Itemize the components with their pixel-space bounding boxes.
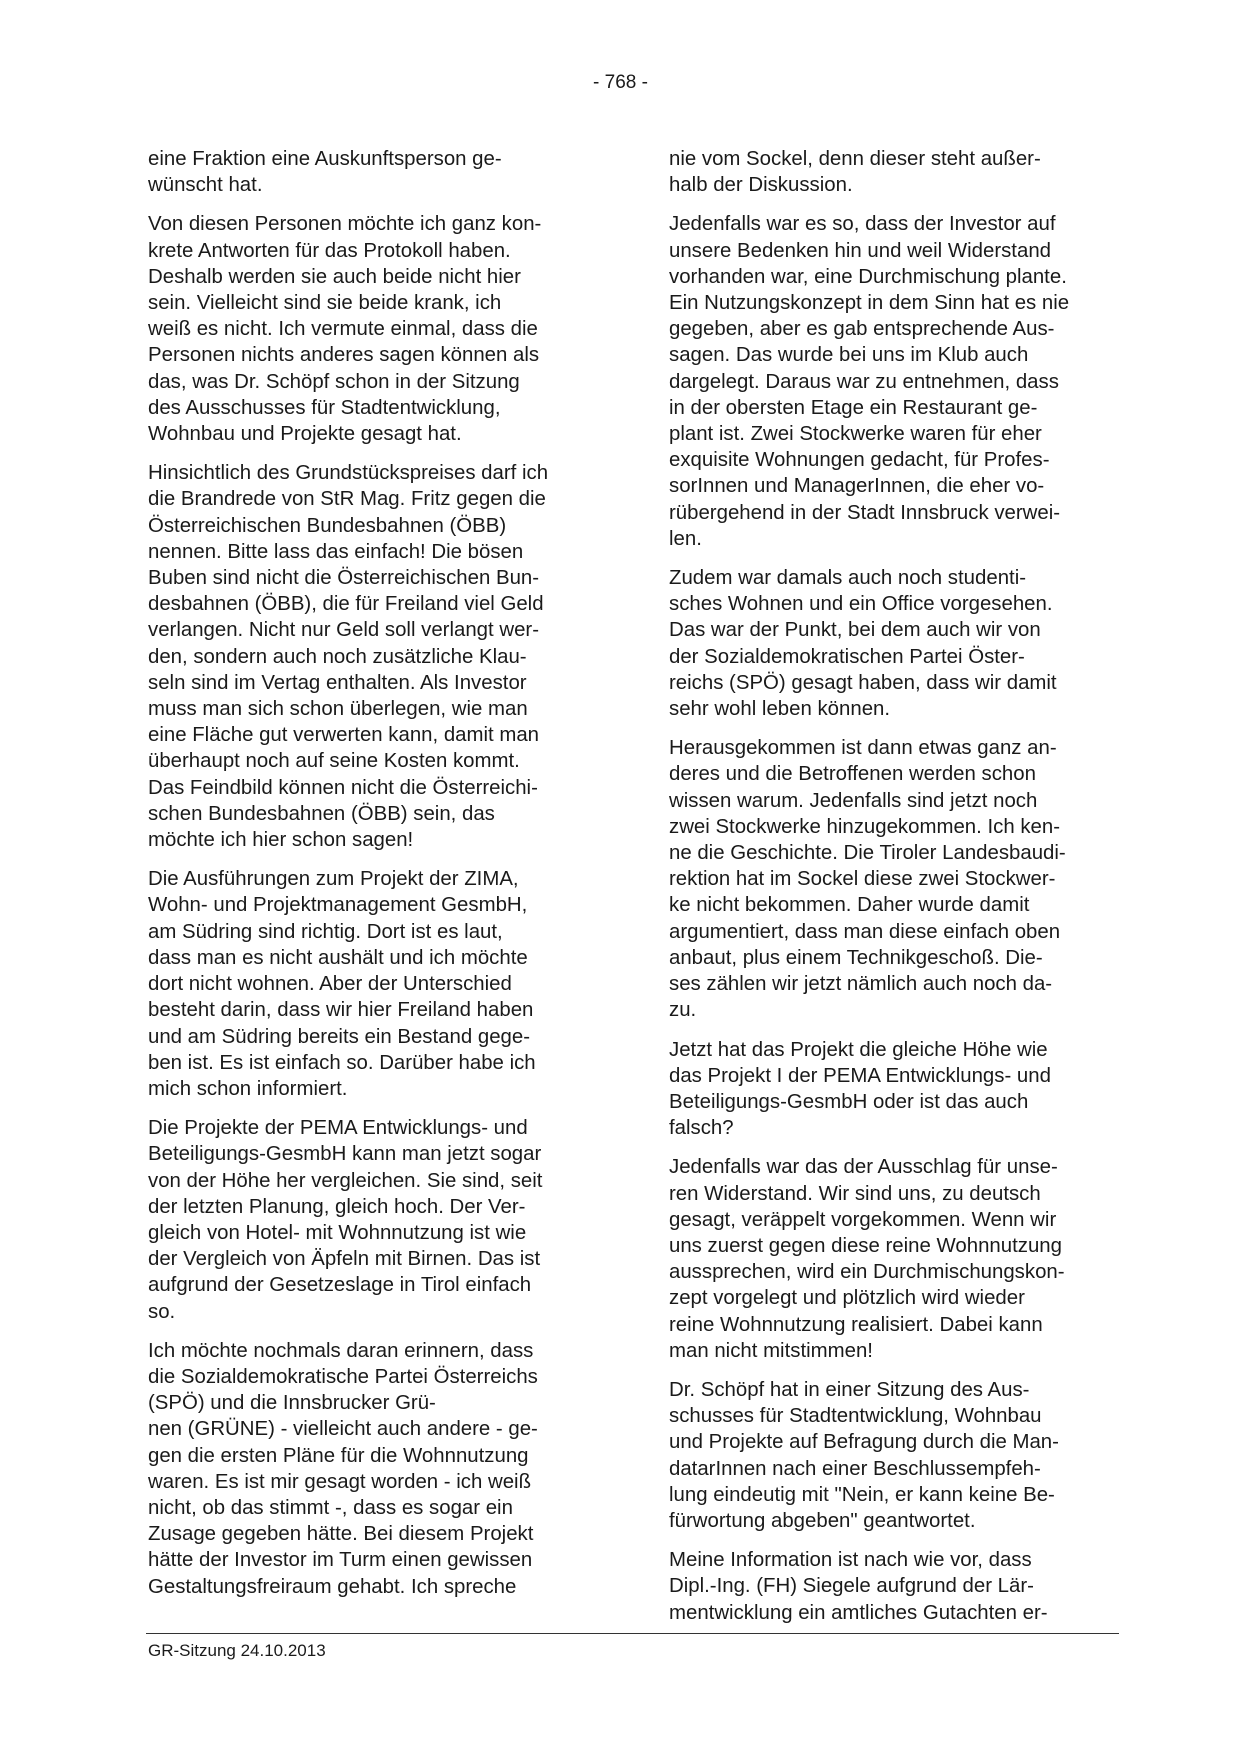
paragraph [148, 211, 593, 447]
text-line: Zudem war damals auch noch studenti- [669, 567, 1027, 590]
text-line: dass man es nicht aushält und ich möchte [148, 946, 528, 969]
text-line: überhaupt noch auf seine Kosten kommt. [148, 750, 520, 773]
text-line: ke nicht bekommen. Daher wurde damit [669, 894, 1030, 917]
text-line: von der Höhe her vergleichen. Sie sind, seit [148, 1169, 543, 1192]
paragraph [669, 735, 1114, 1023]
footer-divider [146, 1633, 1119, 1634]
text-line: ne die Geschichte. Die Tiroler Landesbaudi- [669, 842, 1066, 865]
text-line: Jedenfalls war es so, dass der Investor auf [669, 213, 1056, 236]
text-line: len. [669, 527, 702, 550]
text-line: nie vom Sockel, denn dieser steht außer- [669, 148, 1041, 170]
text-line: Die Projekte der PEMA Entwicklungs- und [148, 1117, 528, 1140]
text-line: datarInnen nach einer Beschlussempfeh- [669, 1457, 1041, 1480]
text-line: am Südring sind richtig. Dort ist es laut, [148, 920, 503, 943]
paragraph [148, 146, 593, 198]
text-line: das, was Dr. Schöpf schon in der Sitzung [148, 370, 520, 393]
text-line: sorInnen und ManagerInnen, die eher vo- [669, 475, 1045, 498]
text-line: Dipl.-Ing. (FH) Siegele aufgrund der Lär- [669, 1575, 1034, 1598]
page-number: - 768 - [593, 72, 648, 93]
paragraph [148, 1338, 593, 1600]
text-line: gegeben, aber es gab entsprechende Aus- [669, 318, 1055, 341]
paragraph [148, 1115, 593, 1325]
paragraph [669, 1154, 1114, 1364]
text-line: möchte ich hier schon sagen! [148, 829, 414, 852]
text-line: Jedenfalls war das der Ausschlag für unse- [669, 1156, 1058, 1179]
text-line: sches Wohnen und ein Office vorgesehen. [669, 593, 1053, 616]
text-line: deres und die Betroffenen werden schon [669, 763, 1036, 786]
text-line: seln sind im Vertag enthalten. Als Investor [148, 671, 527, 694]
text-line: Ich möchte nochmals daran erinnern, dass [148, 1339, 534, 1362]
text-line: nennen. Bitte lass das einfach! Die bösen [148, 540, 524, 563]
text-line: Wohn- und Projektmanagement GesmbH, [148, 894, 528, 917]
text-line: Wohnbau und Projekte gesagt hat. [148, 423, 462, 446]
text-line: Beteiligungs-GesmbH oder ist das auch [669, 1090, 1029, 1113]
text-line: gesagt, veräppelt vorgekommen. Wenn wir [669, 1208, 1057, 1231]
text-line: Buben sind nicht die Österreichischen Bun- [148, 567, 540, 590]
text-line: den, sondern auch noch zusätzliche Klau- [148, 645, 527, 668]
text-line: zept vorgelegt und plötzlich wird wieder [669, 1287, 1025, 1310]
text-line: nen (GRÜNE) - vielleicht auch andere - ge- [148, 1418, 538, 1441]
text-line: man nicht mitstimmen! [669, 1339, 873, 1362]
left-column [148, 146, 593, 1613]
text-line: desbahnen (ÖBB), die für Freiland viel Geld [148, 593, 544, 616]
text-line: dort nicht wohnen. Aber der Unterschied [148, 973, 512, 996]
text-line: der Sozialdemokratischen Partei Öster- [669, 645, 1025, 668]
text-line: gleich von Hotel- mit Wohnnutzung ist wie [148, 1221, 527, 1244]
text-line: Hinsichtlich des Grundstückspreises darf ich [148, 462, 549, 485]
text-line: exquisite Wohnungen gedacht, für Profes- [669, 449, 1050, 472]
text-line: ben ist. Es ist einfach so. Darüber habe ich [148, 1051, 536, 1074]
text-line: eine Fraktion eine Auskunftsperson ge- [148, 148, 502, 170]
text-line: Dr. Schöpf hat in einer Sitzung des Aus- [669, 1378, 1030, 1401]
text-line: plant ist. Zwei Stockwerke waren für eher [669, 423, 1042, 446]
text-line: aufgrund der Gesetzeslage in Tirol einfach [148, 1274, 532, 1297]
footer-session-date: GR-Sitzung 24.10.2013 [148, 1641, 326, 1660]
text-line: argumentiert, dass man diese einfach oben [669, 920, 1061, 943]
text-line: Personen nichts anderes sagen können als [148, 344, 540, 367]
text-line: fürwortung abgeben" geantwortet. [669, 1509, 976, 1532]
text-line: des Ausschusses für Stadtentwicklung, [148, 396, 501, 419]
text-line: die Sozialdemokratische Partei Österreichs [148, 1365, 538, 1388]
text-line: nicht, ob das stimmt -, dass es sogar ein [148, 1496, 513, 1519]
text-line: und am Südring bereits ein Bestand gege- [148, 1025, 531, 1048]
text-line: gen die ersten Pläne für die Wohnnutzung [148, 1444, 529, 1467]
text-line: halb der Diskussion. [669, 174, 853, 197]
text-line: sein. Vielleicht sind sie beide krank, ich [148, 292, 502, 315]
text-line: hätte der Investor im Turm einen gewissen [148, 1549, 533, 1572]
paragraph [669, 565, 1114, 722]
text-line: der Vergleich von Äpfeln mit Birnen. Das ist [148, 1248, 541, 1271]
text-line: das Projekt I der PEMA Entwicklungs- und [669, 1064, 1051, 1087]
right-column [669, 146, 1114, 1639]
text-line: sehr wohl leben können. [669, 698, 891, 721]
text-line: besteht darin, dass wir hier Freiland haben [148, 999, 534, 1022]
text-line: unsere Bedenken hin und weil Widerstand [669, 239, 1051, 262]
paragraph [669, 1037, 1114, 1142]
paragraph [669, 211, 1114, 552]
text-line: Beteiligungs-GesmbH kann man jetzt sogar [148, 1143, 542, 1166]
text-line: rübergehend in der Stadt Innsbruck verwei- [669, 501, 1061, 524]
text-line: mich schon informiert. [148, 1077, 348, 1100]
text-line: in der obersten Etage ein Restaurant ge- [669, 396, 1038, 419]
text-line: uns zuerst gegen diese reine Wohnnutzung [669, 1234, 1062, 1257]
text-line: falsch? [669, 1117, 734, 1140]
paragraph [669, 146, 1114, 198]
text-line: Herausgekommen ist dann etwas ganz an- [669, 737, 1057, 760]
text-line: wünscht hat. [148, 174, 263, 197]
text-line: waren. Es ist mir gesagt worden - ich weiß [148, 1470, 532, 1493]
text-line: ses zählen wir jetzt nämlich auch noch da- [669, 973, 1053, 996]
text-line: vorhanden war, eine Durchmischung plante. [669, 265, 1067, 288]
text-line: (SPÖ) und die Innsbrucker Grü- [148, 1392, 436, 1415]
text-line: krete Antworten für das Protokoll haben. [148, 239, 511, 262]
paragraph [148, 866, 593, 1102]
text-line: eine Fläche gut verwerten kann, damit man [148, 724, 540, 747]
text-line: dargelegt. Daraus war zu entnehmen, dass [669, 370, 1059, 393]
text-line: reichs (SPÖ) gesagt haben, dass wir damit [669, 671, 1057, 694]
text-line: mentwicklung ein amtliches Gutachten er- [669, 1601, 1048, 1624]
text-line: wissen warum. Jedenfalls sind jetzt noch [669, 789, 1038, 812]
text-line: Gestaltungsfreiraum gehabt. Ich spreche [148, 1575, 517, 1598]
text-line: sagen. Das wurde bei uns im Klub auch [669, 344, 1029, 367]
text-line: Die Ausführungen zum Projekt der ZIMA, [148, 868, 519, 891]
text-line: verlangen. Nicht nur Geld soll verlangt wer- [148, 619, 539, 642]
text-line: ren Widerstand. Wir sind uns, zu deutsch [669, 1182, 1041, 1205]
text-line: lung eindeutig mit "Nein, er kann keine Be- [669, 1483, 1055, 1506]
text-line: die Brandrede von StR Mag. Fritz gegen die [148, 488, 546, 511]
text-line: zu. [669, 999, 697, 1022]
text-line: rektion hat im Sockel diese zwei Stockwer- [669, 868, 1056, 891]
paragraph [669, 1377, 1114, 1534]
text-line: anbaut, plus einem Technikgeschoß. Die- [669, 946, 1043, 969]
text-line: Jetzt hat das Projekt die gleiche Höhe wie [669, 1038, 1048, 1061]
text-line: schusses für Stadtentwicklung, Wohnbau [669, 1405, 1042, 1428]
text-line: weiß es nicht. Ich vermute einmal, dass die [148, 318, 538, 341]
text-line: reine Wohnnutzung realisiert. Dabei kann [669, 1313, 1043, 1336]
text-line: muss man sich schon überlegen, wie man [148, 698, 528, 721]
text-line: Meine Information ist nach wie vor, dass [669, 1549, 1032, 1572]
text-line: so. [148, 1300, 176, 1323]
text-line: aussprechen, wird ein Durchmischungskon- [669, 1261, 1065, 1284]
text-line: Das Feindbild können nicht die Österreichi- [148, 776, 538, 799]
text-line: Zusage gegeben hätte. Bei diesem Projekt [148, 1523, 534, 1546]
text-line: und Projekte auf Befragung durch die Man- [669, 1431, 1059, 1454]
text-line: schen Bundesbahnen (ÖBB) sein, das [148, 802, 495, 825]
paragraph [669, 1547, 1114, 1626]
text-line: Ein Nutzungskonzept in dem Sinn hat es nie [669, 292, 1070, 315]
text-line: Deshalb werden sie auch beide nicht hier [148, 265, 521, 288]
paragraph [148, 460, 593, 853]
text-line: Das war der Punkt, bei dem auch wir von [669, 619, 1041, 642]
text-line: Von diesen Personen möchte ich ganz kon- [148, 213, 542, 236]
text-line: zwei Stockwerke hinzugekommen. Ich ken- [669, 815, 1060, 838]
text-line: Österreichischen Bundesbahnen (ÖBB) [148, 514, 507, 537]
text-line: der letzten Planung, gleich hoch. Der Ver- [148, 1195, 526, 1218]
